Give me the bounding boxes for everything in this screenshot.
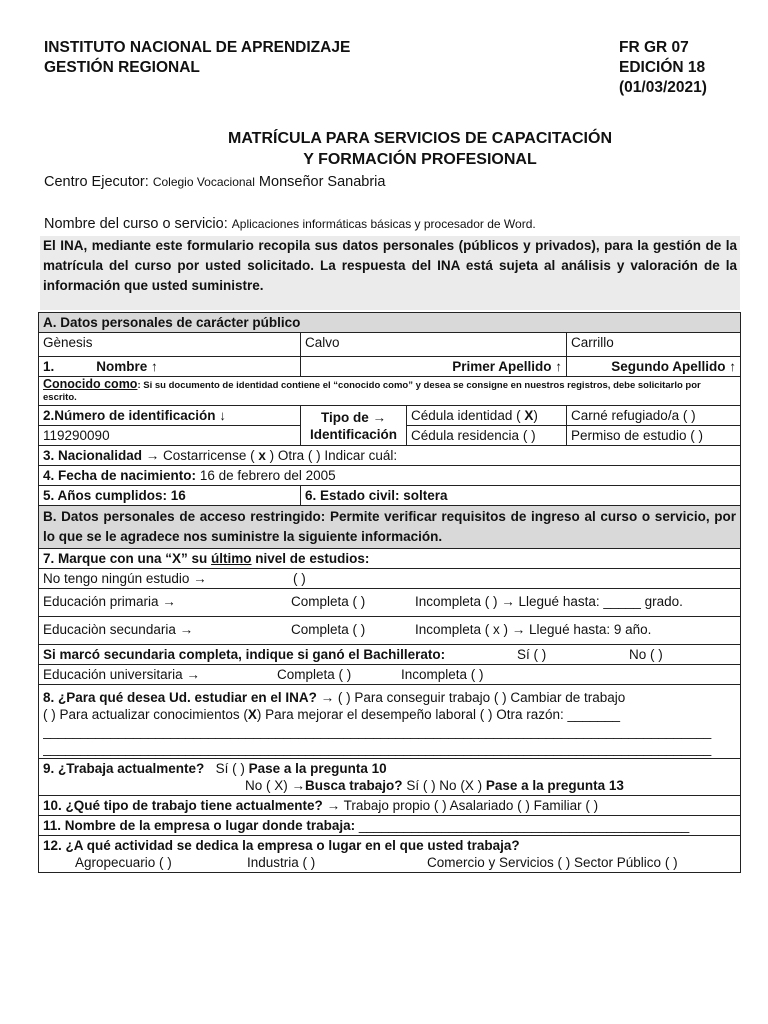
universitaria-row bbox=[39, 665, 741, 685]
form-title-line1: MATRÍCULA PARA SERVICIOS DE CAPACITACIÓN bbox=[227, 130, 612, 147]
section-b-header bbox=[39, 506, 741, 549]
q9-no-next: Pase a la pregunta 13 bbox=[485, 778, 624, 793]
secundaria-row bbox=[39, 617, 741, 645]
no-estudio-box: ( ) bbox=[293, 571, 306, 586]
nombre-value[interactable]: Gènesis bbox=[39, 333, 301, 357]
nombre-label-text: Nombre ↑ bbox=[96, 359, 158, 374]
conocido-row bbox=[39, 377, 741, 406]
q8-blank-line-1[interactable]: _________________________________________________________________________________________ bbox=[43, 724, 712, 739]
curso-row bbox=[44, 216, 536, 232]
q8-row bbox=[39, 685, 741, 759]
q11-label: 11. Nombre de la empresa o lugar donde trabaja: bbox=[43, 818, 356, 833]
q8-options-2a: ( ) Para actualizar conocimientos ( bbox=[43, 707, 248, 722]
secundaria-cell[interactable] bbox=[39, 617, 741, 645]
name-values-row bbox=[39, 333, 741, 357]
secundaria-completa: Completa ( ) bbox=[291, 622, 366, 637]
q8-line1 bbox=[43, 689, 736, 706]
primaria-incompleta: Incompleta ( ) → Llegué hasta: _____ grado. bbox=[415, 594, 683, 609]
conocido-label: Conocido como bbox=[43, 377, 138, 391]
cedula-identidad-mark: X bbox=[524, 408, 534, 423]
centro-value-small: Colegio Vocacional bbox=[152, 175, 255, 189]
q11-blank: ____________________________________________ bbox=[358, 818, 690, 833]
section-a-title: A. Datos personales de carácter público bbox=[39, 313, 741, 333]
q12-cell[interactable] bbox=[39, 836, 741, 873]
q12-label: 12. ¿A qué actividad se dedica la empresa o lugar en el que usted trabaja? bbox=[43, 838, 520, 853]
apellido1-label: Primer Apellido ↑ bbox=[301, 357, 567, 377]
institution-header bbox=[44, 38, 350, 78]
bachillerato-row bbox=[39, 645, 741, 665]
q12-row bbox=[39, 836, 741, 873]
secundaria-incompleta: Incompleta ( x ) → Llegué hasta: 9 año. bbox=[415, 622, 652, 637]
form-code: FR GR 07 bbox=[619, 39, 689, 56]
apellido1-value[interactable]: Calvo bbox=[301, 333, 567, 357]
name-labels-row bbox=[39, 357, 741, 377]
bachillerato-si: Sí ( ) bbox=[517, 647, 547, 662]
conocido-cell bbox=[39, 377, 741, 406]
universitaria-completa: Completa ( ) bbox=[277, 667, 352, 682]
q9-no: No ( X) → bbox=[245, 778, 306, 793]
q9-si-next: Pase a la pregunta 10 bbox=[248, 761, 387, 776]
nombre-label bbox=[39, 357, 301, 377]
centro-ejecutor-row bbox=[44, 174, 385, 190]
nombre-label-num: 1. bbox=[43, 359, 55, 374]
no-estudio-label: No tengo ningún estudio → bbox=[43, 571, 207, 586]
cedula-identidad-close: ) bbox=[533, 408, 538, 423]
anos-civil-row bbox=[39, 486, 741, 506]
anos-cell[interactable]: 5. Años cumplidos: 16 bbox=[39, 486, 301, 506]
q9-row bbox=[39, 759, 741, 796]
q9-label: 9. ¿Trabaja actualmente? bbox=[43, 761, 205, 776]
q8-line2 bbox=[43, 706, 736, 723]
conocido-note: : Si su documento de identidad contiene el “conocido como” y desea se consigne en nuestros registros, debe solicitarlo por escrito. bbox=[43, 380, 701, 403]
fecha-row bbox=[39, 466, 741, 486]
q9-busca-options: Sí ( ) No (X ) bbox=[406, 778, 483, 793]
q7-cell bbox=[39, 549, 741, 569]
tipo-id-label-1: Tipo de → bbox=[320, 409, 386, 425]
q7-post: nivel de estudios: bbox=[251, 551, 370, 566]
id-label: 2.Número de identificación ↓ bbox=[39, 406, 301, 426]
no-estudio-row bbox=[39, 569, 741, 589]
bachillerato-no: No ( ) bbox=[629, 647, 663, 662]
form-code-header bbox=[619, 38, 707, 98]
universitaria-label: Educación universitaria → bbox=[43, 667, 200, 682]
cedula-identidad-text: Cédula identidad ( bbox=[411, 408, 521, 423]
q8-mark: X bbox=[247, 707, 257, 722]
fecha-value: 16 de febrero del 2005 bbox=[199, 468, 336, 483]
curso-value: Aplicaciones informáticas básicas y procesador de Word. bbox=[231, 217, 536, 231]
q9-line1 bbox=[43, 760, 736, 777]
universitaria-cell[interactable] bbox=[39, 665, 741, 685]
fecha-cell[interactable] bbox=[39, 466, 741, 486]
institution-name: INSTITUTO NACIONAL DE APRENDIZAJE bbox=[44, 39, 351, 56]
q10-options: → Trabajo propio ( ) Asalariado ( ) Familiar ( ) bbox=[326, 798, 599, 813]
section-a-header bbox=[39, 313, 741, 333]
q8-label: 8. ¿Para qué desea Ud. estudiar en el INA? bbox=[43, 690, 317, 705]
q11-row bbox=[39, 816, 741, 836]
permiso-estudio-option[interactable]: Permiso de estudio ( ) bbox=[567, 426, 741, 446]
id-row-1 bbox=[39, 406, 741, 426]
apellido2-value[interactable]: Carrillo bbox=[567, 333, 741, 357]
bachillerato-label: Si marcó secundaria completa, indique si ganó el Bachillerato: bbox=[43, 647, 446, 662]
form-title bbox=[0, 128, 768, 170]
q7-pre: 7. Marque con una “X” su bbox=[43, 551, 212, 566]
intro-paragraph: El INA, mediante este formulario recopila sus datos personales (públicos y privados), para la gestión de la matrícula del curso por usted solicitado. La respuesta del INA está sujeta al análisis y valoración de la información que usted suministre. bbox=[40, 236, 740, 310]
q8-options-2b: ) Para mejorar el desempeño laboral ( ) Otra razón: _______ bbox=[256, 707, 621, 722]
bachillerato-cell[interactable] bbox=[39, 645, 741, 665]
primaria-completa: Completa ( ) bbox=[291, 594, 366, 609]
estado-civil-cell[interactable]: 6. Estado civil: soltera bbox=[301, 486, 741, 506]
universitaria-incompleta: Incompleta ( ) bbox=[401, 667, 484, 682]
primaria-cell[interactable] bbox=[39, 589, 741, 617]
q7-row bbox=[39, 549, 741, 569]
q9-line2 bbox=[43, 777, 736, 794]
no-estudio-cell[interactable] bbox=[39, 569, 741, 589]
fecha-label: 4. Fecha de nacimiento: bbox=[43, 468, 197, 483]
tipo-id-label-2: Identificación bbox=[309, 426, 397, 442]
q7-underlined: último bbox=[211, 551, 252, 566]
id-value[interactable]: 119290090 bbox=[39, 426, 301, 446]
q8-cell[interactable] bbox=[39, 685, 741, 759]
q12-industria: Industria ( ) bbox=[247, 855, 316, 870]
q8-blank-line-2[interactable]: _________________________________________________________________________________________ bbox=[43, 741, 712, 756]
q11-cell[interactable] bbox=[39, 816, 741, 836]
form-title-line2: Y FORMACIÓN PROFESIONAL bbox=[303, 151, 537, 168]
primaria-row bbox=[39, 589, 741, 617]
nacionalidad-text1: → Costarricense ( bbox=[145, 448, 255, 463]
cedula-residencia-option[interactable]: Cédula residencia ( ) bbox=[407, 426, 567, 446]
tipo-id-label bbox=[301, 406, 407, 446]
form-date: (01/03/2021) bbox=[619, 79, 707, 96]
centro-label: Centro Ejecutor: bbox=[44, 174, 149, 190]
q10-label: 10. ¿Qué tipo de trabajo tiene actualmente? bbox=[43, 798, 323, 813]
q9-cell[interactable] bbox=[39, 759, 741, 796]
nacionalidad-cell[interactable] bbox=[39, 446, 741, 466]
q12-line1 bbox=[43, 837, 736, 854]
nacionalidad-mark: x bbox=[258, 448, 266, 463]
q10-row bbox=[39, 796, 741, 816]
nacionalidad-row bbox=[39, 446, 741, 466]
form-edition: EDICIÓN 18 bbox=[619, 59, 706, 76]
form-table bbox=[38, 312, 741, 873]
q9-busca: Busca trabajo? bbox=[305, 778, 403, 793]
apellido2-label: Segundo Apellido ↑ bbox=[567, 357, 741, 377]
centro-value-large: Monseñor Sanabria bbox=[258, 174, 386, 190]
carne-refugiado-option[interactable]: Carné refugiado/a ( ) bbox=[567, 406, 741, 426]
q8-options-1: → ( ) Para conseguir trabajo ( ) Cambiar de trabajo bbox=[320, 690, 626, 705]
nacionalidad-text2: ) Otra ( ) Indicar cuál: bbox=[269, 448, 398, 463]
cedula-identidad-option[interactable] bbox=[407, 406, 567, 426]
institution-department: GESTIÓN REGIONAL bbox=[44, 59, 200, 76]
primaria-label: Educación primaria → bbox=[43, 594, 176, 609]
q12-agropecuario: Agropecuario ( ) bbox=[75, 855, 172, 870]
q10-cell[interactable] bbox=[39, 796, 741, 816]
q9-si: Sí ( ) bbox=[215, 761, 245, 776]
q12-comercio-publico: Comercio y Servicios ( ) Sector Público ( ) bbox=[427, 855, 678, 870]
nacionalidad-label: 3. Nacionalidad bbox=[43, 448, 143, 463]
q12-line2 bbox=[43, 854, 736, 871]
secundaria-label: Educaciòn secundaria → bbox=[43, 622, 194, 637]
curso-label: Nombre del curso o servicio: bbox=[44, 216, 228, 232]
section-b-title: B. Datos personales de acceso restringido: Permite verificar requisitos de ingreso al curso o servicio, por lo que se le agradece nos suministre la siguiente información. bbox=[39, 506, 741, 549]
